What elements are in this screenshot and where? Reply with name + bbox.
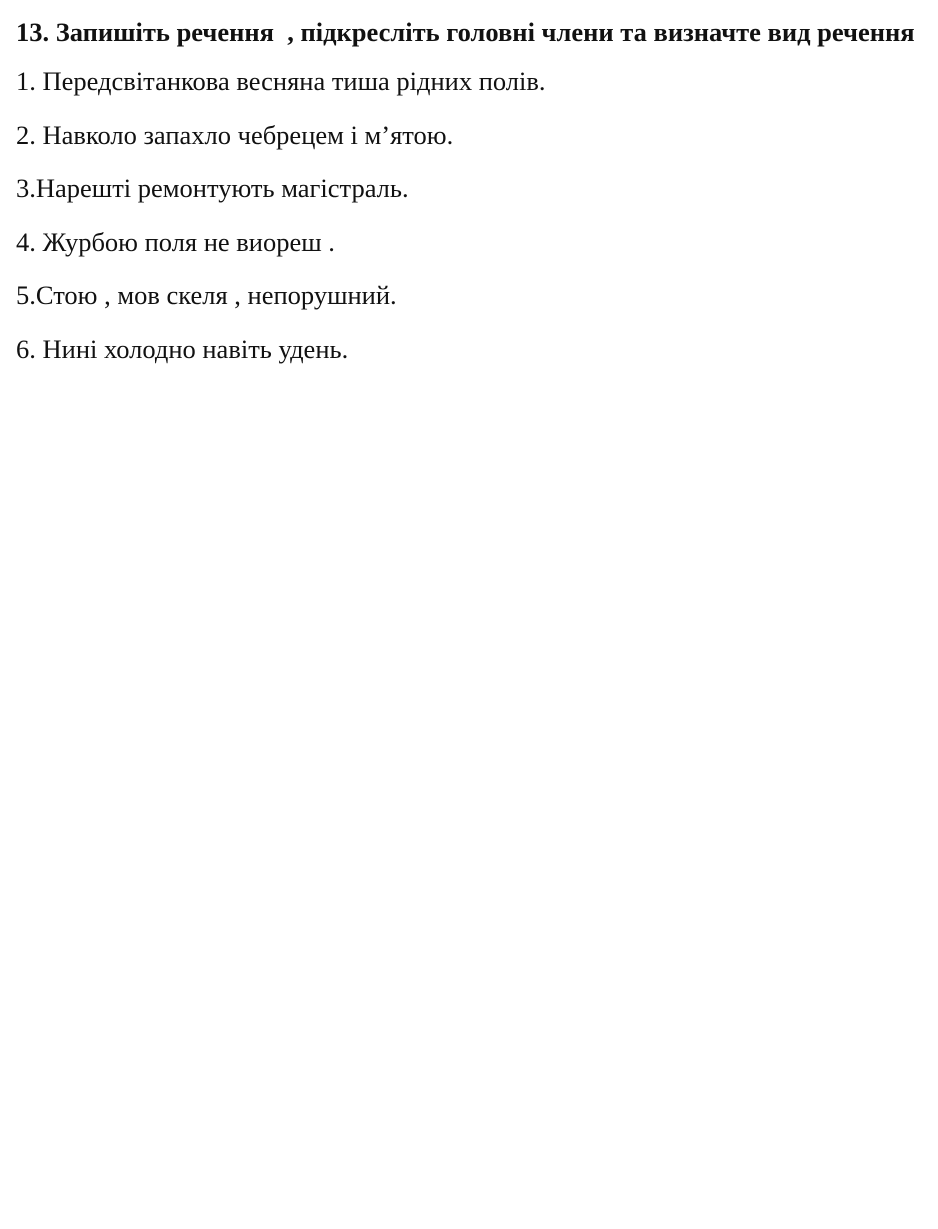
sentence-item: 6. Нині холодно навіть удень.: [16, 333, 349, 364]
sentence-item: 3.Нарешті ремонтують магістраль.: [16, 173, 409, 203]
sentence-list: [16, 63, 926, 367]
task-title: 13. Запишіть речення , підкресліть головні члени та визначте вид речення: [16, 17, 915, 47]
document-page: [16, 14, 926, 384]
sentence-item: 5.Стою , мов скеля , непорушний.: [16, 280, 397, 310]
sentence-item: 1. Передсвітанкова весняна тиша рідних полів.: [16, 66, 546, 96]
sentence-item: 2. Навколо запахло чебрецем і м’ятою.: [16, 119, 454, 150]
sentence-item: 4. Журбою поля не виореш .: [16, 226, 335, 257]
